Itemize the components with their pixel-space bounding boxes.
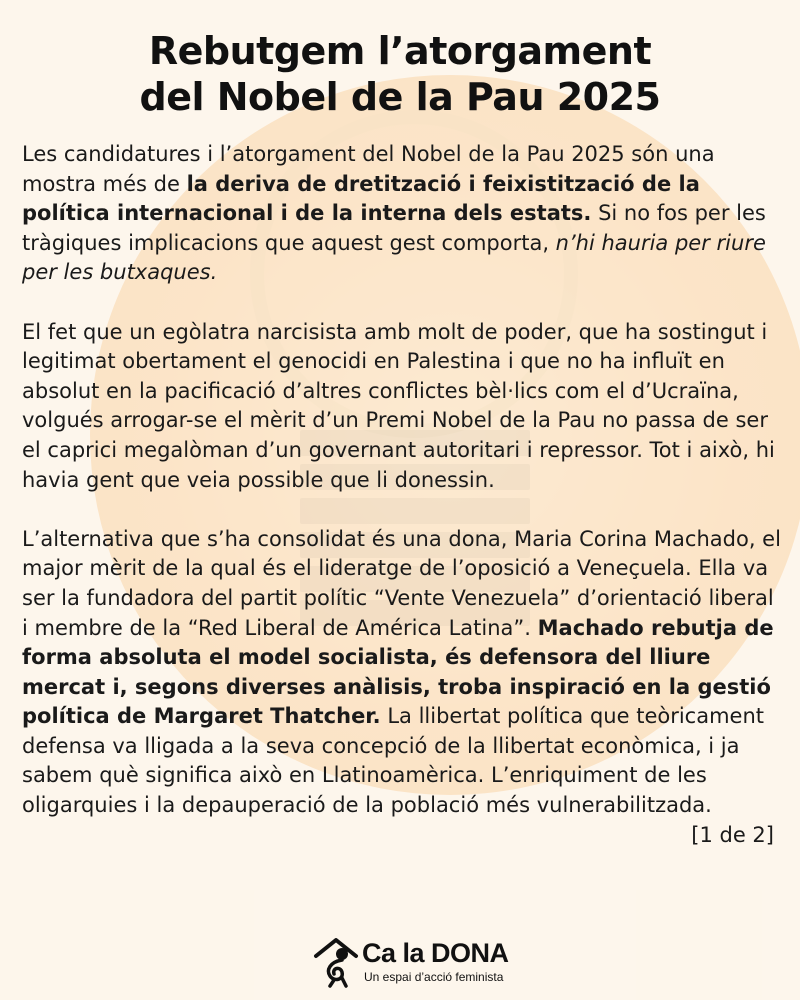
logo-tagline: Un espai d’acció feminista xyxy=(364,970,504,984)
paragraph-2 xyxy=(22,318,782,496)
paragraph-3 xyxy=(22,525,782,847)
p3-text-a: L’alternativa que s’ha consolidat és una dona, Maria Corina Machado, el major mèrit de la qual és el lideratge de l’oposició a Veneçuela. Ella va ser la fundadora del partit polític “Vente Venezuela” d’orientació liberal i membre de la “Red Liberal de América Latina”. xyxy=(22,526,781,640)
title-line-2: del Nobel de la Pau 2025 xyxy=(139,75,661,119)
p1-bold: la deriva de dretització i feixistització de la política internacional i de la interna dels estats. xyxy=(22,171,700,226)
house-woman-icon xyxy=(312,936,360,988)
page-indicator: [1 de 2] xyxy=(691,822,774,847)
page-title xyxy=(0,28,800,120)
p1-text-c: Si no fos per les tràgiques implicacions que aquest gest comporta, xyxy=(22,201,766,255)
p3-bold: Machado rebutja de forma absoluta el model socialista, és defensora del lliure mercat i, segons diverses anàlisis, troba inspiració en la gestió política de Margaret Thatcher. xyxy=(22,615,774,729)
paragraph-1 xyxy=(22,140,782,288)
p2-text: El fet que un egòlatra narcisista amb molt de poder, que ha sostingut i legitimat obertament el genocidi en Palestina i que no ha influït en absolut en la pacificació d’altres conflictes bèl·lics com el d’Ucraïna, volgués arrogar-se el mèrit d’un Premi Nobel de la Pau no passa de ser el caprici megalòman d’un governant autoritari i repressor. Tot i això, hi havia gent que veia possible que li donessin. xyxy=(22,319,775,492)
title-line-1: Rebutgem l’atorgament xyxy=(148,29,652,73)
p1-text-a: Les candidatures i l’atorgament del Nobel de la Pau 2025 són una mostra més de xyxy=(22,142,715,196)
p1-italic: n’hi hauria per riure per les butxaques. xyxy=(22,230,766,285)
logo-name: Ca la DONA xyxy=(362,938,509,968)
article-body xyxy=(22,140,782,850)
footer-logo xyxy=(312,936,512,992)
p3-text-c: La llibertat política que teòricament defensa va lligada a la seva concepció de la llibertat econòmica, i ja sabem què significa això en Llatinoamèrica. L’enriquiment de les oligarquies i la depauperació de la població més vulnerabilitzada. xyxy=(22,704,765,818)
